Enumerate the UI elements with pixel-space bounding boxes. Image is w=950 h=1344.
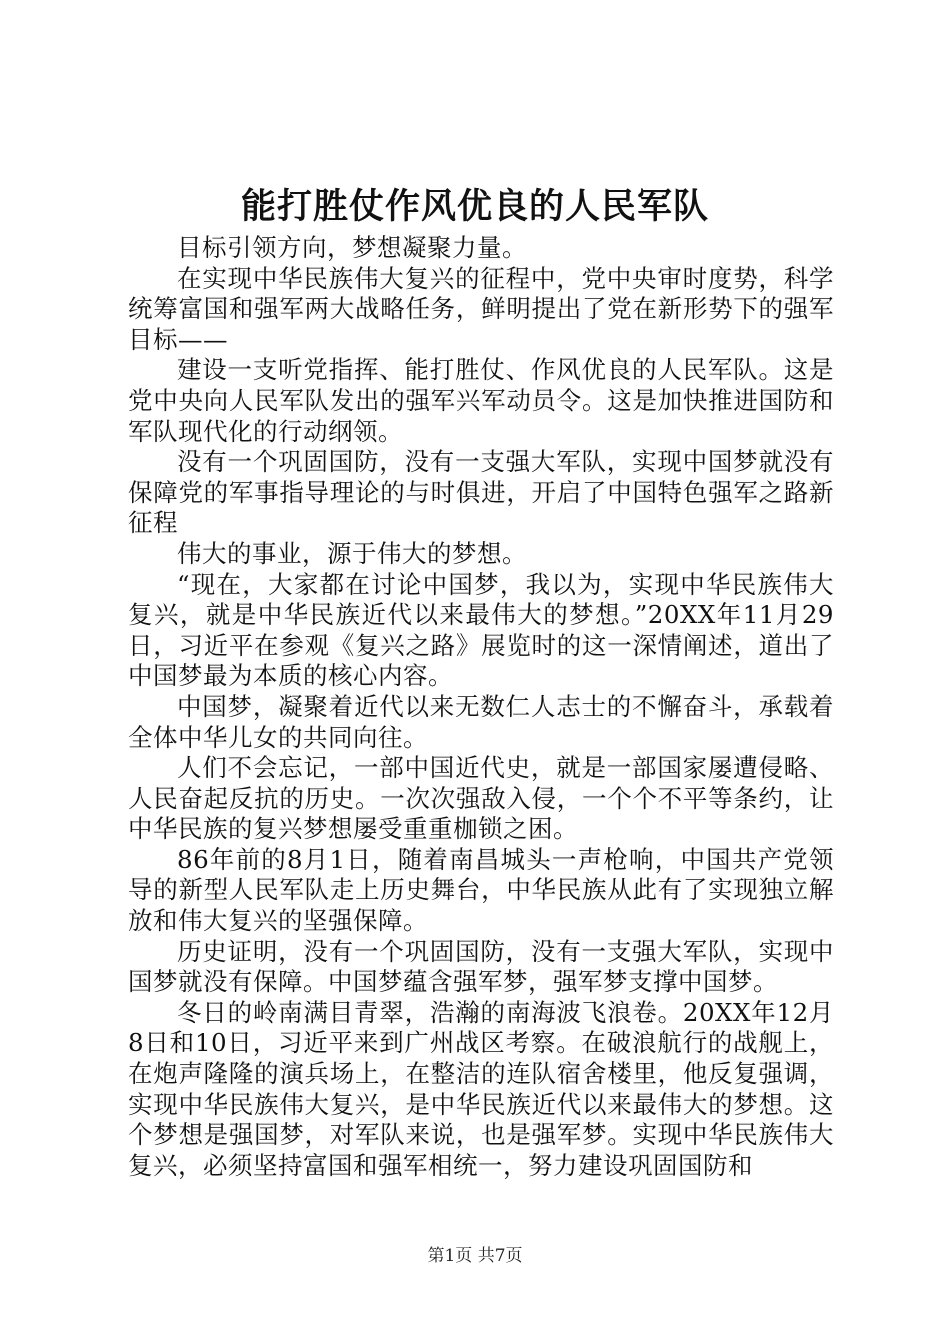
paragraph: 人们不会忘记，一部中国近代史，就是一部国家屡遭侵略、人民奋起反抗的历史。一次次强敌入侵，一个个不平等条约，让中华民族的复兴梦想屡受重重枷锁之困。 [128, 753, 834, 844]
paragraph: 中国梦，凝聚着近代以来无数仁人志士的不懈奋斗，承载着全体中华儿女的共同向往。 [128, 691, 834, 752]
paragraph: 伟大的事业，源于伟大的梦想。 [177, 538, 527, 568]
paragraph: 86年前的8月1日，随着南昌城头一声枪响，中国共产党领导的新型人民军队走上历史舞台，中华民族从此有了实现独立解放和伟大复兴的坚强保障。 [128, 844, 834, 936]
document-body [128, 233, 834, 1181]
paragraph: 建设一支听党指挥、能打胜仗、作风优良的人民军队。这是党中央向人民军队发出的强军兴军动员令。这是加快推进国防和军队现代化的行动纲领。 [128, 355, 834, 446]
paragraph: 历史证明，没有一个巩固国防，没有一支强大军队，实现中国梦就没有保障。中国梦蕴含强军梦，强军梦支撑中国梦。 [128, 936, 834, 997]
paragraph: 目标引领方向，梦想凝聚力量。 [177, 233, 527, 262]
paragraph: 在实现中华民族伟大复兴的征程中，党中央审时度势，科学统筹富国和强军两大战略任务，鲜明提出了党在新形势下的强军目标—— [128, 263, 834, 354]
document-title: 能打胜仗作风优良的人民军队 [240, 186, 709, 227]
page-number-footer: 第1页 共7页 [427, 1246, 523, 1266]
paragraph: “现在，大家都在讨论中国梦，我以为，实现中华民族伟大复兴，就是中华民族近代以来最伟大的梦想。”20XX年11月29日，习近平在参观《复兴之路》展览时的这一深情阐述，道出了中国梦最为本质的核心内容。 [128, 569, 834, 691]
paragraph: 没有一个巩固国防，没有一支强大军队，实现中国梦就没有保障党的军事指导理论的与时俱进，开启了中国特色强军之路新征程 [128, 447, 834, 538]
paragraph: 冬日的岭南满目青翠，浩瀚的南海波飞浪卷。20XX年12月8日和10日，习近平来到广州战区考察。在破浪航行的战舰上，在炮声隆隆的演兵场上，在整洁的连队宿舍楼里，他反复强调，实现中华民族伟大复兴，是中华民族近代以来最伟大的梦想。这个梦想是强国梦，对军队来说，也是强军梦。实现中华民族伟大复兴，必须坚持富国和强军相统一，努力建设巩固国防和 [128, 997, 834, 1180]
